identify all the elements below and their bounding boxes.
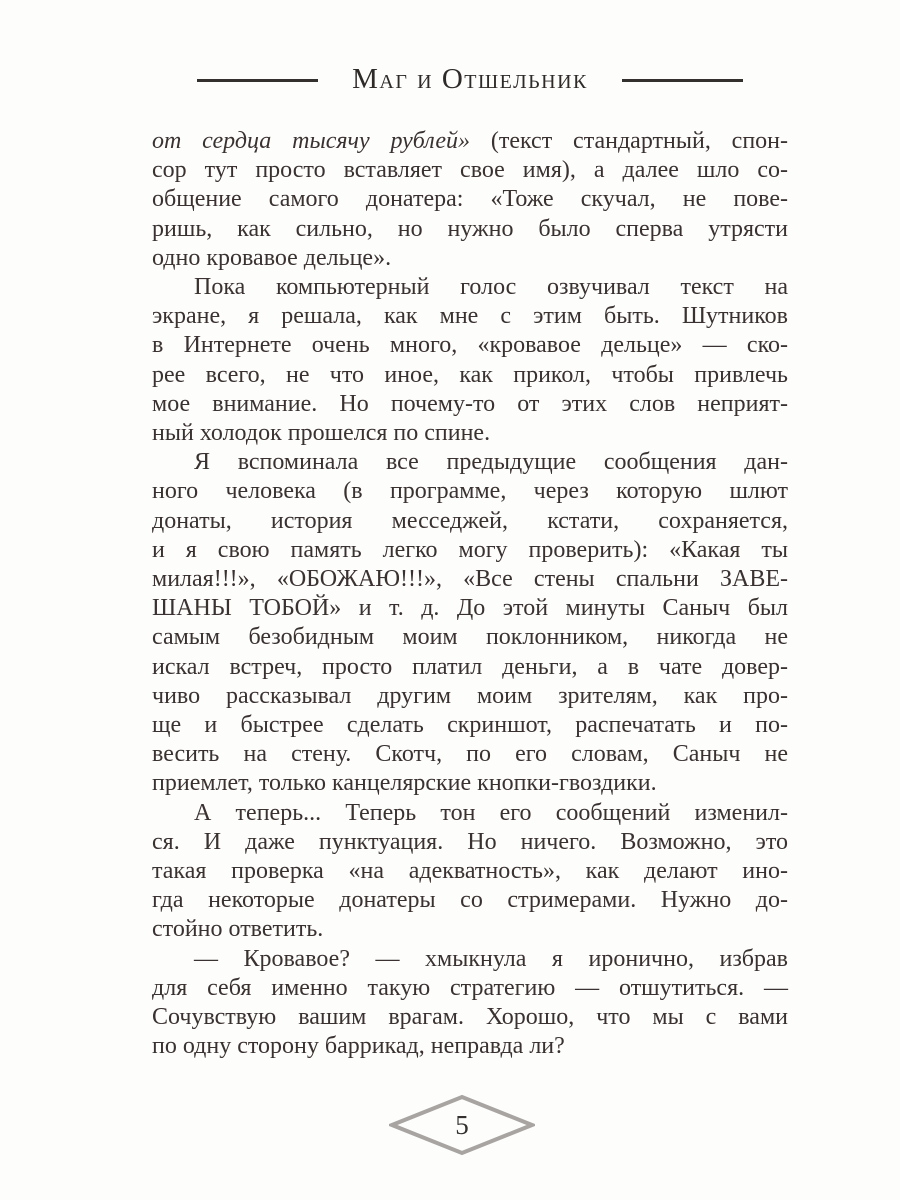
- text-line: такая проверка «на адекватность», как делают ино-: [152, 858, 788, 885]
- page-body: [152, 127, 788, 1062]
- text-line: Я вспоминала все предыдущие сообщения дан-: [194, 449, 788, 476]
- text-line: самым безобидным моим поклонником, никогда не: [152, 624, 788, 651]
- text-fragment: (текст стандартный, спон-: [490, 128, 788, 154]
- text-line: приемлет, только канцелярские кнопки-гвоздики.: [152, 770, 657, 797]
- text-line: искал встреч, просто платил деньги, а в чате довер-: [152, 653, 788, 680]
- text-line: ШАНЫ ТОБОЙ» и т. д. До этой минуты Саныч был: [152, 595, 788, 622]
- paragraph: [152, 448, 788, 798]
- text-line: ще и быстрее сделать скриншот, распечатать и по-: [152, 712, 788, 739]
- text-line: — Кровавое? — хмыкнула я иронично, избрав: [194, 945, 788, 972]
- paragraph: [152, 127, 788, 273]
- text-line: ный холодок прошелся по спине.: [152, 420, 491, 447]
- text-line: сор тут просто вставляет свое имя), а далее шло со-: [152, 157, 788, 184]
- text-line: милая!!!», «ОБОЖАЮ!!!», «Все стены спальни ЗАВЕ-: [152, 566, 788, 593]
- text-line: и я свою память легко могу проверить): «Какая ты: [152, 536, 788, 563]
- text-line: чиво рассказывал другим моим зрителям, как про-: [152, 682, 788, 709]
- header-rule-left: [197, 79, 318, 82]
- text-line: Сочувствую вашим врагам. Хорошо, что мы с вами: [152, 1004, 788, 1031]
- text-line: рее всего, не что иное, как прикол, чтобы привлечь: [152, 361, 788, 388]
- text-line: в Интернете очень много, «кровавое дельце» — ско-: [152, 332, 788, 359]
- header-rule-right: [622, 79, 743, 82]
- text-line: одно кровавое дельце».: [152, 244, 392, 271]
- text-line: донаты, история месседжей, кстати, сохраняется,: [152, 507, 788, 534]
- paragraph: [152, 799, 788, 945]
- paragraph: [152, 945, 788, 1062]
- text-line: А теперь... Теперь тон его сообщений изменил-: [194, 799, 788, 826]
- text-line: мое внимание. Но почему-то от этих слов неприят-: [152, 390, 788, 417]
- text-line: стойно ответить.: [152, 916, 324, 943]
- text-line: общение самого донатера: «Тоже скучал, не пове-: [152, 186, 788, 213]
- paragraph: [152, 273, 788, 448]
- text-line: для себя именно такую стратегию — отшутиться. —: [152, 974, 788, 1001]
- text-line: весить на стену. Скотч, по его словам, Саныч не: [152, 741, 788, 768]
- text-line: ся. И даже пунктуация. Но ничего. Возможно, это: [152, 828, 788, 855]
- italic-quote-fragment: от сердца тысячу рублей»: [152, 128, 470, 154]
- running-head: [152, 60, 788, 100]
- text-line: по одну сторону баррикад, неправда ли?: [152, 1033, 565, 1060]
- text-line: гда некоторые донатеры со стримерами. Нужно до-: [152, 887, 788, 914]
- text-line: ришь, как сильно, но нужно было сперва утрясти: [152, 215, 788, 242]
- text-line: экране, я решала, как мне с этим быть. Шутников: [152, 303, 788, 330]
- book-title: Маг и Отшельник: [352, 62, 588, 95]
- text-line: Пока компьютерный голос озвучивал текст на: [194, 274, 788, 301]
- text-line: ного человека (в программе, через которую шлют: [152, 478, 788, 505]
- page-number: 5: [455, 1110, 469, 1140]
- text-line: [152, 127, 788, 156]
- page-footer-folio: [389, 1094, 535, 1156]
